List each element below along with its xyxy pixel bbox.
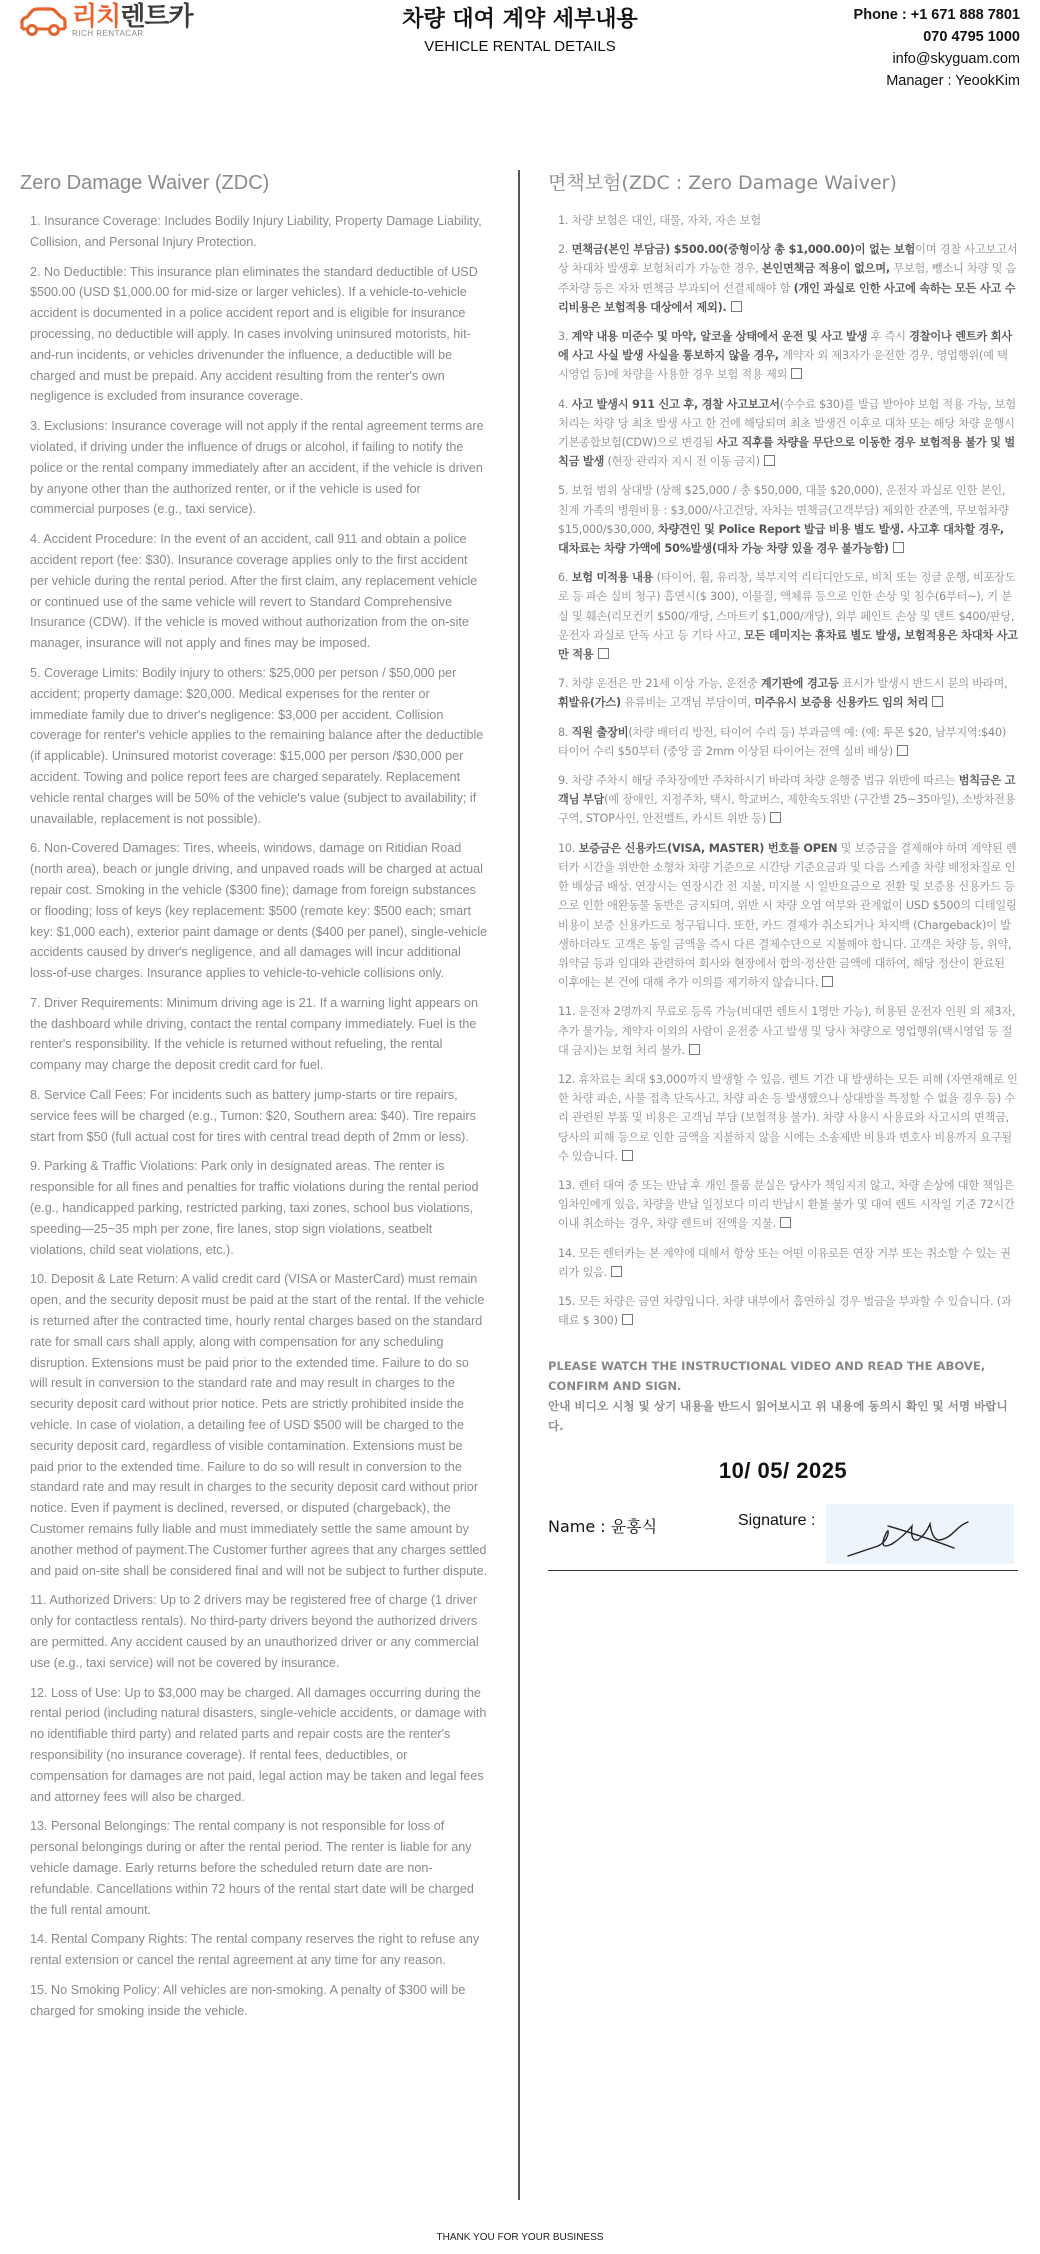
korean-term-emphasis: 미주유시 보증용 신용카드 임의 처리 bbox=[754, 696, 929, 710]
agree-checkbox[interactable] bbox=[780, 1217, 791, 1228]
korean-term-text: (예 장애인, 지정주차, 택시, 학교버스, 제한속도위반 (구간별 25~35마일), 소방차전용구역, STOP사인, 안전벨트, 카시트 위반 등) bbox=[558, 793, 1016, 826]
korean-term-text: 5. 보험 범위 상대방 (상해 $25,000 / 총 $50,000, 대물 $20,000), 운전자 과실로 인한 본인, 친계 가족의 병원비용 : $3,000/사고건당, 자차는 면책금(고객부담) 제외한 잔존액, 무보험차량 $15,000/$30,000, bbox=[558, 484, 1009, 536]
watch-video-notice bbox=[548, 1356, 1018, 1436]
agree-checkbox[interactable] bbox=[622, 1314, 633, 1325]
agree-checkbox[interactable] bbox=[731, 301, 742, 312]
korean-term-emphasis: (개인 과실로 인한 사고에 속하는 모든 사고 수리비용은 보험적용 대상에서 제외). bbox=[558, 281, 1016, 314]
korean-term-item bbox=[558, 327, 1018, 385]
korean-term-text: (차량 배터리 방전, 타이어 수리 등) 부과금액 예: (예: 투몬 $20, 남부지역:$40) 타이어 수리 $50부터 (중앙 골 2mm 이상된 타이어는 전액 실비 배상) bbox=[558, 725, 1007, 758]
korean-term-item bbox=[558, 674, 1018, 712]
logo-text-dark: 렌트카 bbox=[120, 1, 193, 32]
korean-section-title: 면책보험(ZDC : Zero Damage Waiver) bbox=[548, 172, 897, 194]
korean-term-emphasis: 면책금(본인 부담금) $500.00(중형이상 총 $1,000.00)이 없는 보험 bbox=[571, 243, 916, 257]
korean-term-text: 13. 렌터 대여 중 또는 반납 후 개인 물품 분실은 당사가 책임지지 않고, 차량 손상에 대한 책임은 임차인에게 있음, 차량을 반납 일정보다 미리 반납시 환불 불가 및 대여 렌트 시작일 기준 72시간 이내 취소하는 경우, 차량 렌트비 전액을 지불. bbox=[558, 1178, 1015, 1231]
korean-term-text: 15. 모든 차량은 금연 차량입니다. 차량 내부에서 흡연하실 경우 벌금을 부과할 수 있습니다. (과태료 $ 300) bbox=[558, 1294, 1012, 1328]
handwritten-signature-image bbox=[826, 1504, 1014, 1564]
agree-checkbox[interactable] bbox=[932, 696, 943, 707]
korean-term-text: (현장 관리자 지시 전 이동 금지) bbox=[604, 455, 760, 469]
signature-label: Signature : bbox=[738, 1512, 816, 1530]
english-terms-list bbox=[20, 211, 488, 2022]
english-term-item: 2. No Deductible: This insurance plan eliminates the standard deductible of USD $500.00 (USD $1,000.00 for mid-size or larger vehicles). If a vehicle-to-vehicle accident is documented in a police accident report and is eligible for insurance processing, no deductible will apply. In cases involving uninsured motorists, hit-and-run incidents, or vehicles drivenunder the influence, a deductible will be charged and must be prepaid. Any accident resulting from the renter's own negligence is excluded from insurance coverage. bbox=[30, 264, 478, 404]
korean-term-text: 후 즉시 bbox=[867, 330, 910, 344]
agree-checkbox[interactable] bbox=[764, 455, 775, 466]
english-term-item: 15. No Smoking Policy: All vehicles are non-smoking. A penalty of $300 will be charged for smoking inside the vehicle. bbox=[30, 1982, 466, 2018]
korean-term-emphasis: 계기판에 경고등 bbox=[760, 677, 839, 691]
english-term-item: 13. Personal Belongings: The rental company is not responsible for loss of personal belongings during or after the rental period. The renter is liable for any vehicle damage. Early returns before the scheduled return date are non-refundable. Cancellations within 72 hours of the rental start date will be charged the full rental amount. bbox=[30, 1819, 474, 1917]
watch-video-notice-en: PLEASE WATCH THE INSTRUCTIONAL VIDEO AND READ THE ABOVE, CONFIRM AND SIGN. bbox=[548, 1359, 986, 1394]
contact-info bbox=[854, 4, 1020, 92]
korean-term-text: 무보험, 뺑소니 차량 및 음주차량 등은 자차 면책금 부과되어 선결제해야 함 bbox=[558, 262, 1017, 295]
watch-video-notice-kr: 안내 비디오 시청 및 상기 내용을 반드시 읽어보시고 위 내용에 동의시 확인 및 서명 바랍니다. bbox=[548, 1399, 1008, 1434]
contact-manager: Manager : YeookKim bbox=[886, 73, 1020, 89]
korean-term-text: 6. bbox=[558, 571, 572, 585]
agree-checkbox[interactable] bbox=[770, 812, 781, 823]
korean-term-emphasis: 보증금은 신용카드(VISA, MASTER) 번호를 OPEN bbox=[578, 841, 838, 855]
agree-checkbox[interactable] bbox=[611, 1266, 622, 1277]
korean-term-text: (수수료 $30)를 발급 받아야 보험 적용 가능, 보험처리는 차량 당 최초 발생 사고 한 건에 해당되며 최초 발생건 이후로 대차 또는 해당 차량 운행시 기본종합보험(CDW)으로 변경됨 bbox=[558, 397, 1016, 450]
english-terms-column bbox=[20, 168, 488, 2031]
korean-term-emphasis: 사고 발생시 911 신고 후, 경찰 사고보고서 bbox=[571, 397, 780, 411]
document-subtitle: VEHICLE RENTAL DETAILS bbox=[424, 38, 616, 55]
header bbox=[0, 0, 1040, 90]
contact-phone-secondary: 070 4795 1000 bbox=[923, 29, 1020, 45]
english-section-title: Zero Damage Waiver (ZDC) bbox=[20, 172, 270, 194]
english-term-item: 1. Insurance Coverage: Includes Bodily Injury Liability, Property Damage Liability, Collision, and Personal Injury Protection. bbox=[30, 214, 482, 249]
korean-term-emphasis: 모든 데미지는 휴차료 별도 발생, 보험적용은 차대차 사고만 적용 bbox=[558, 628, 1018, 662]
korean-term-item bbox=[558, 1292, 1018, 1330]
english-term-item: 3. Exclusions: Insurance coverage will not apply if the rental agreement terms are violated, if driving under the influence of drugs or alcohol, if failing to notify the police or the rental company immediately after an accident, if the vehicle is driven by anyone other than the authorized renter, or if the vehicle is used for commercial purposes (e.g., taxi service). bbox=[30, 419, 484, 517]
agree-checkbox[interactable] bbox=[893, 542, 904, 553]
korean-term-emphasis: 차량견인 및 Police Report 발급 비용 별도 발생. 사고후 대차할 경우, 대차료는 차량 가액에 50%발생(대차 가능 차량 있을 경우 불가능함) bbox=[558, 522, 1004, 556]
english-term-item: 9. Parking & Traffic Violations: Park only in designated areas. The renter is responsible for all fines and penalties for traffic violations during the rental period (e.g., handicapped parking, restricted parking, taxi zones, school bus violations, speeding—25~35 mph per zone, fire lanes, stop sign violations, seatbelt violations, child seat violations, etc.). bbox=[30, 1159, 479, 1257]
english-term-item: 6. Non-Covered Damages: Tires, wheels, windows, damage on Ritidian Road (north area), beach or jungle driving, and unpaved roads will be charged at actual repair cost. Smoking in the vehicle ($300 fine); damage from foreign substances or flooding; loss of keys (key replacement: $500 (remote key: $500 each; smart key: $1,000 each), exterior paint damage or dents ($400 per panel), single-vehicle accidents caused by driver's negligence, and all damages will incur additional loss-of-use charges. Insurance applies to vehicle-to-vehicle collisions only. bbox=[30, 841, 488, 981]
korean-term-text: (타이어, 휠, 유리창, 북부지역 리티디안도로, 비치 또는 정글 운행, 비포장도로 등 파손 실비 청구) 흡연시($ 300), 이물질, 액체류 등으로 인한 손상 및 침수(6부터~), 키 분실 및 훼손(리모컨키 $500/개당, 스마트키 $1,000/개당), 외부 페인트 손상 및 덴트 $400/판당, 운전자 과실로 단독 사고 등 기타 사고, bbox=[558, 571, 1016, 642]
english-term-item: 5. Coverage Limits: Bodily injury to others: $25,000 per person / $50,000 per accident; property damage: $20,000. Medical expenses for the renter or immediate family due to driver's negligence: $3,000 per accident. Collision coverage for renter's vehicle applies to the remaining balance after the deductible (if applicable). Uninsured motorist coverage: $15,000 per person /$30,000 per accident. Towing and police report fees are charged separately. Replacement vehicle rental charges will be 50% of the vehicle's value (subject to availability; if unavailable, replacement is not possible). bbox=[30, 665, 484, 826]
korean-term-text: 2. bbox=[558, 243, 572, 257]
signature-underline bbox=[548, 1570, 1018, 1571]
renter-name: Name : 윤홍식 bbox=[548, 1517, 658, 1537]
korean-term-text: 이며 경찰 사고보고서 상 차대차 발생후 보험처리가 가능한 경우, bbox=[558, 243, 1018, 276]
footer-thanks: THANK YOU FOR YOUR BUSINESS bbox=[436, 2232, 604, 2243]
contact-email[interactable]: info@skyguam.com bbox=[892, 51, 1020, 67]
signature-date: 10/ 05/ 2025 bbox=[718, 1458, 848, 1484]
english-term-item: 14. Rental Company Rights: The rental company reserves the right to refuse any rental extension or cancel the rental agreement at any time for any reason. bbox=[30, 1932, 480, 1968]
agree-checkbox[interactable] bbox=[791, 368, 802, 379]
contact-phone: Phone : +1 671 888 7801 bbox=[853, 7, 1020, 23]
korean-term-text: 14. 모든 렌터카는 본 계약에 대해서 항상 또는 어떤 이유로든 연장 거부 또는 취소할 수 있는 권리가 있음. bbox=[558, 1246, 1011, 1279]
korean-term-text: 유류비는 고객님 부담이며, bbox=[620, 696, 755, 710]
korean-term-item bbox=[558, 240, 1018, 317]
korean-term-item bbox=[558, 211, 1018, 230]
english-term-item: 7. Driver Requirements: Minimum driving age is 21. If a warning light appears on the dashboard while driving, contact the rental company immediately. Fuel is the renter's responsibility. If the vehicle is returned without refueling, the rental company may charge the deposit credit card for fuel. bbox=[30, 995, 478, 1073]
korean-term-emphasis: 범칙금은 고객님 부담 bbox=[558, 774, 1016, 807]
korean-term-emphasis: 직원 출장비 bbox=[571, 725, 629, 739]
korean-term-text: 1. 차량 보험은 대인, 대물, 자차, 자손 보험 bbox=[558, 214, 761, 227]
logo-text-orange: 리치 bbox=[72, 1, 121, 32]
korean-term-emphasis: 보험 미적용 내용 bbox=[571, 571, 654, 585]
korean-term-text: 및 보증금을 결제해야 하며 계약된 렌터카 시간을 위반한 소형차 차량 기준으로 시간당 기준요금과 및 다음 스케줄 차량 배정차질로 인한 배상금 배상. 연장시는 연장시간 전 지불, 미지불 시 일반요금으로 전환 및 보증용 신용카드 등으로 인한 애완동물 동반은 금지되며, 위반 시 차량 오염 여부와 관계없이 USD $500의 디테일링 비용이 보증 신용카드로 청구됩니다. 또한, 카드 결제가 취소되거나 차지백 (Chargeback)이 발생하더라도 고객은 동일 금액을 즉시 다른 결제수단으로 지불해야 합니다. 고객은 차량 등, 위약, 위약금 등과 임대와 관련하여 회사와 현장에서 합의·정산한 금액에 대하여, 해당 정산이 완료된 이후에는 본 건에 대해 추가 이의를 제기하지 않습니다. bbox=[558, 841, 1017, 990]
korean-term-item bbox=[558, 568, 1018, 664]
korean-terms-column bbox=[548, 168, 1018, 1560]
korean-term-emphasis: 계약 내용 미준수 및 마약, 알코올 상태에서 운전 및 사고 발생 bbox=[571, 330, 868, 344]
korean-term-item bbox=[558, 723, 1018, 761]
english-term-item: 8. Service Call Fees: For incidents such as battery jump-starts or tire repairs, service fees will be charged (e.g., Tumon: $20, Southern area: $40). Tire repairs start from $50 (full actual cost for tires with central tread depth of 2mm or less). bbox=[30, 1088, 476, 1144]
korean-term-text: 계약자 외 제3자가 운전한 경우, 영업행위(예 택시영업 등)에 차량을 사용한 경우 보험 적용 제외 bbox=[558, 349, 1008, 382]
english-term-item: 11. Authorized Drivers: Up to 2 drivers may be registered free of charge (1 driver only for contactless rentals). No third-party drivers beyond the authorized drivers are permitted. Any accident caused by an unauthorized driver or any commercial use (e.g., taxi service) will not be covered by insurance. bbox=[30, 1593, 479, 1670]
korean-term-text: 4. bbox=[558, 397, 572, 411]
korean-term-text: 7. 차량 운전은 만 21세 이상 가능, 운전중 bbox=[558, 677, 761, 691]
signature-box[interactable] bbox=[826, 1504, 1014, 1564]
agree-checkbox[interactable] bbox=[598, 648, 609, 659]
korean-term-item bbox=[558, 1002, 1018, 1060]
english-term-item: 4. Accident Procedure: In the event of an accident, call 911 and obtain a police accident report (fee: $30). Insurance coverage applies only to the first accident per vehicle during the rental period. After the first claim, any replacement vehicle or continued use of the same vehicle will revert to Standard Comprehensive Insurance (CDW). If the vehicle is moved without authorization from the on-site manager, insurance will not apply and fines may be imposed. bbox=[30, 532, 478, 651]
korean-term-item bbox=[558, 481, 1018, 558]
korean-term-text: 10. bbox=[558, 841, 579, 855]
column-divider bbox=[518, 170, 520, 2200]
korean-term-item bbox=[558, 395, 1018, 472]
korean-term-text: 표시가 발생시 반드시 문의 바라며, bbox=[838, 677, 1008, 691]
english-term-item: 12. Loss of Use: Up to $3,000 may be charged. All damages occurring during the rental period (including natural disasters, single-vehicle accidents, or damage with no identifiable third party) and related parts and repair costs are the renter's responsibility (no insurance coverage). If rental fees, deductibles, or compensation for damages are not paid, legal action may be taken and legal fees and attorney fees will also be charged. bbox=[30, 1685, 487, 1804]
korean-term-emphasis: 경찰이나 렌트카 회사에 사고 사실 발생 사실을 통보하지 않을 경우, bbox=[558, 330, 1012, 363]
korean-term-emphasis: 사고 직후를 차량을 무단으로 이동한 경우 보험적용 불가 및 벌칙금 발생 bbox=[558, 436, 1016, 469]
agree-checkbox[interactable] bbox=[897, 745, 908, 756]
logo-subtext: RICH RENTACAR bbox=[72, 28, 144, 38]
korean-term-item bbox=[558, 1244, 1018, 1282]
korean-term-emphasis: 본인면책금 적용이 없으며, bbox=[761, 262, 890, 276]
document-title: 차량 대여 계약 세부내용 bbox=[402, 7, 638, 32]
korean-term-emphasis: 휘발유(가스) bbox=[558, 696, 621, 710]
korean-term-text: 11. 운전자 2명까지 무료로 등록 가능(비대면 렌트시 1명만 가능), 허용된 운전자 인원 외 제3자, 추가 불가능, 계약자 이외의 사람이 운전중 사고 발생 및 당사 차량으로 영업행위(택시영업 등 절대 금지)는 보험 처리 불가. bbox=[558, 1005, 1016, 1057]
agree-checkbox[interactable] bbox=[622, 1150, 633, 1161]
korean-terms-list bbox=[548, 211, 1018, 1330]
agree-checkbox[interactable] bbox=[689, 1044, 700, 1055]
korean-term-item bbox=[558, 1070, 1018, 1166]
korean-term-item bbox=[558, 1176, 1018, 1234]
korean-term-text: 8. bbox=[558, 725, 572, 739]
korean-term-text: 3. bbox=[558, 330, 572, 344]
korean-term-item bbox=[558, 771, 1018, 829]
signature-row bbox=[548, 1498, 1018, 1560]
korean-term-text: 9. 차량 주차시 해당 주차장에만 주차하시기 바라며 차량 운행중 법규 위반에 따르는 bbox=[558, 774, 959, 788]
agree-checkbox[interactable] bbox=[822, 976, 833, 987]
korean-term-item bbox=[558, 839, 1018, 993]
korean-term-text: 12. 휴차료는 최대 $3,000까지 발생할 수 있음. 렌트 기간 내 발생하는 모든 피해 (자연재해로 인한 차량 파손, 사물 접촉 단독사고, 차량 파손 등 발생했으나 상대방을 특정할 수 없을 경우 등) 수리 관련된 부품 및 비용은 고객님 부담 (보험적용 불가). 차량 사용시 사용료와 사고시의 면책금, 당사의 피해 등으로 인한 금액을 지불하지 않을 시에는 소송제반 비용과 변호사 비용까지 요구될 수 있습니다. bbox=[558, 1072, 1018, 1163]
english-term-item: 10. Deposit & Late Return: A valid credit card (VISA or MasterCard) must remain open, and the security deposit must be paid at the start of the rental. If the vehicle is returned after the contracted time, hourly rental charges based on the standard rate for small cars shall apply, along with compensation for any scheduling disruption. Extensions must be paid prior to the extended time. Failure to do so will result in conversion to the standard rate and may result in charges to the security deposit card without prior notice. Pets are strictly prohibited inside the vehicle. In case of violation, a detailing fee of USD $500 will be charged to the security deposit card, regardless of visible contamination. Extensions must be paid prior to the extended time. Failure to do so will result in conversion to the standard rate and may result in charges to the security deposit card without prior notice. Even if payment is declined, reversed, or disputed (chargeback), the Customer remains fully liable and must immediately settle the same amount by another method of payment.The Customer further agrees that any charges settled and paid on-site shall be considered final and will not be subject to further dispute. bbox=[30, 1272, 488, 1578]
